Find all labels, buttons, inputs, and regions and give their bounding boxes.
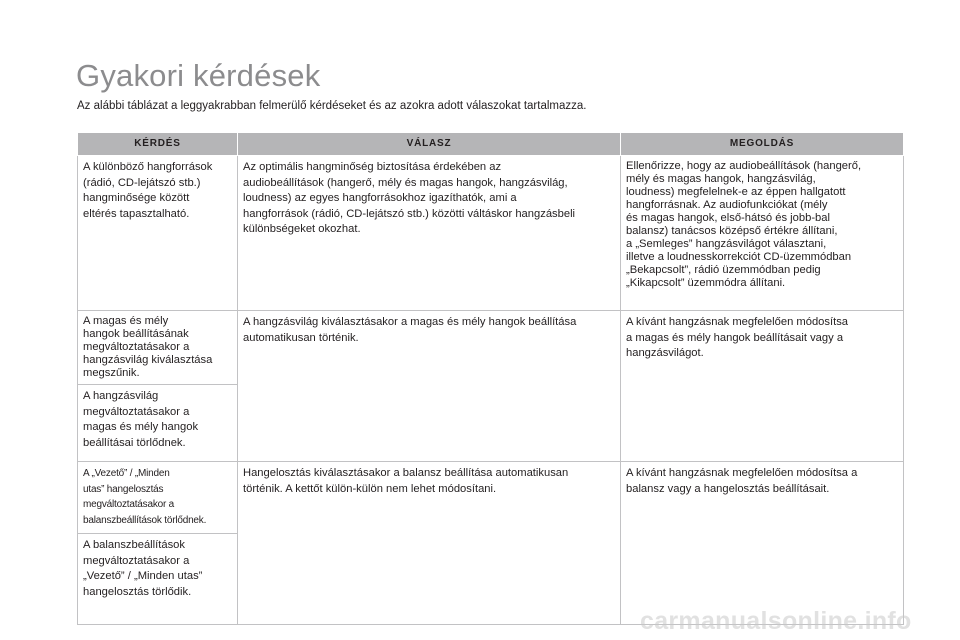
answer-cell: A hangzásvilág kiválasztásakor a magas és mély hangok beállítása automatikusan történik. [238,311,621,462]
header-solution: MEGOLDÁS [621,133,904,156]
table-header-row [78,133,904,156]
page-title: Gyakori kérdések [76,58,321,93]
answer-cell: Hangelosztás kiválasztásakor a balansz beállítása automatikusan történik. A kettőt külön-külön nem lehet módosítani. [238,462,621,625]
table-row [78,311,904,385]
solution-cell: A kívánt hangzásnak megfelelően módosítsa a magas és mély hangok beállításait vagy a hangzásvilágot. [621,311,904,462]
answer-cell: Az optimális hangminőség biztosítása érdekében az audiobeállítások (hangerő, mély és magas hangok, hangzásvilág, loudness) az egyes hangforrásokhoz igazíthatók, ami a hangforrások (rádió, CD-lejátszó stb.) közötti váltáskor hangzásbeli különbségeket okozhat. [238,156,621,311]
solution-cell: Ellenőrizze, hogy az audiobeállítások (hangerő, mély és magas hangok, hangzásvilág, loudness) megfelelnek-e az éppen hallgatott hangforrásnak. Az audiofunkciókat (mély és magas hangok, első-hátsó és jobb-bal balansz) tanácsos középső értékre állítani, a „Semleges” hangzásvilágot választani, illetve a loudnesskorrekciót CD-üzemmódban „Bekapcsolt”, rádió üzemmódban pedig „Kikapcsolt” üzemmódra állítani. [621,156,904,311]
header-answer: VÁLASZ [238,133,621,156]
solution-cell: A kívánt hangzásnak megfelelően módosítsa a balansz vagy a hangelosztás beállításait. [621,462,904,625]
question-cell: A hangzásvilág megváltoztatásakor a magas és mély hangok beállításai törlődnek. [78,385,238,462]
question-cell: A balanszbeállítások megváltoztatásakor a „Vezető” / „Minden utas” hangelosztás törlődik. [78,534,238,625]
intro-text: Az alábbi táblázat a leggyakrabban felmerülő kérdéseket és az azokra adott válaszokat tartalmazza. [77,100,587,112]
question-cell: A magas és mély hangok beállításának megváltoztatásakor a hangzásvilág kiválasztása megszűnik. [78,311,238,385]
table-row [78,156,904,311]
faq-table [77,132,904,625]
header-question: KÉRDÉS [78,133,238,156]
question-cell: A különböző hangforrások (rádió, CD-lejátszó stb.) hangminősége között eltérés tapasztalható. [78,156,238,311]
watermark: carmanualsonline.info [640,607,912,635]
table-row [78,462,904,534]
question-cell: A „Vezető” / „Minden utas” hangelosztás megváltoztatásakor a balanszbeállítások törlődnek. [78,462,238,534]
